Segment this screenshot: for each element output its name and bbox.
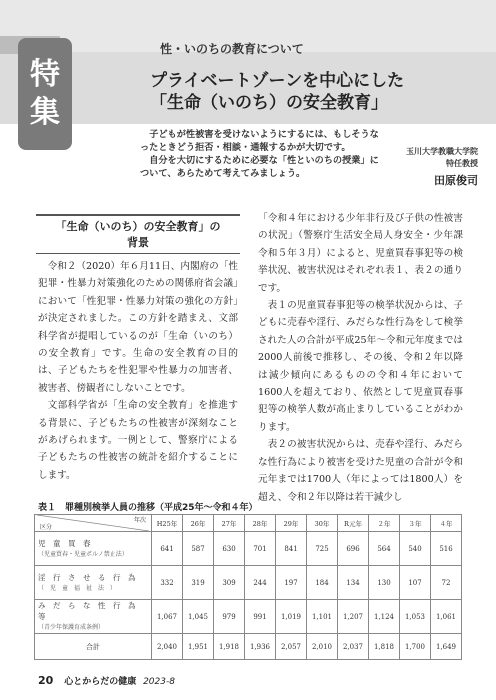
year-header: ３年 (400, 515, 431, 532)
table-row (35, 566, 462, 600)
table-cell: 540 (400, 532, 431, 566)
author-affiliation-2: 特任教授 (446, 159, 478, 168)
issue-number: 2023-8 (143, 677, 175, 687)
body-column-right (258, 210, 473, 506)
table-cell: 701 (245, 532, 276, 566)
badge-char-2: 集 (30, 95, 60, 130)
total-label: 合計 (35, 634, 152, 660)
table-corner-cell (35, 515, 152, 532)
table-cell: 641 (152, 532, 183, 566)
article-title (150, 70, 480, 114)
table-cell: 1,045 (183, 600, 214, 634)
year-header: 26年 (183, 515, 214, 532)
table-cell: 630 (214, 532, 245, 566)
row-label: み だ ら な 性 行 為 等 （青少年保護育成条例） (35, 600, 152, 634)
year-header: 29年 (276, 515, 307, 532)
year-header: 27年 (214, 515, 245, 532)
year-header: ４年 (431, 515, 462, 532)
body-paragraph: 文部科学省が「生命の安全教育」を推進する背景に、子どもたちの性被害が深刻なことがあげられます。一例として、警察庁による子どもたちの性被害の統計を紹介することにします。 (38, 400, 238, 481)
table-row (35, 600, 462, 634)
title-line-1: プライベートゾーンを中心にした (150, 71, 405, 91)
table-cell: 130 (369, 566, 400, 600)
year-header: 28年 (245, 515, 276, 532)
author-box (406, 146, 478, 188)
table-row (35, 532, 462, 566)
table-cell: 1,936 (245, 634, 276, 660)
table-cell: 516 (431, 532, 462, 566)
year-header: R元年 (338, 515, 369, 532)
year-header: H25年 (152, 515, 183, 532)
table-cell: 1,067 (152, 600, 183, 634)
title-line-2: 「生命（いのち）の安全教育」 (150, 93, 388, 113)
table-cell: 841 (276, 532, 307, 566)
table-cell: 72 (431, 566, 462, 600)
year-header: 30年 (307, 515, 338, 532)
table-cell: 2,010 (307, 634, 338, 660)
table-cell: 1,700 (400, 634, 431, 660)
table-cell: 107 (400, 566, 431, 600)
table-cell: 309 (214, 566, 245, 600)
table-cell: 1,649 (431, 634, 462, 660)
corner-diagonal (37, 515, 149, 531)
magazine-name: 心とからだの健康 (64, 677, 137, 687)
table-caption: 表１ 罪種別検挙人員の推移（平成25年～令和４年） (38, 503, 258, 513)
table-cell: 725 (307, 532, 338, 566)
page-number: 20 (38, 674, 54, 687)
table-cell: 979 (214, 600, 245, 634)
table-cell: 2,057 (276, 634, 307, 660)
corner-year-label: 年次 (133, 517, 146, 524)
table-header-row (35, 515, 462, 532)
table-cell: 1,061 (431, 600, 462, 634)
author-name: 田原俊司 (434, 174, 478, 187)
row-label: 淫 行 さ せ る 行 為 （ 児 童 福 祉 法 ） (35, 566, 152, 600)
badge-char-1: 特 (30, 57, 60, 92)
table-cell: 1,951 (183, 634, 214, 660)
section-heading-line-1: 「生命（いのち）の安全教育」の (55, 220, 221, 233)
lead-paragraph-2: 自分を大切にするために必要な「性といのちの授業」について、あらためて考えてみましょう。 (140, 155, 379, 179)
table-cell: 1,101 (307, 600, 338, 634)
row-label: 児 童 買 春 （児童買春・児童ポルノ禁止法） (35, 532, 152, 566)
section-heading (36, 214, 240, 254)
author-affiliation-1: 玉川大学教職大学院 (406, 147, 478, 156)
lead-paragraph-1: 子どもが性被害を受けないようにするには、もしそうなったときどう拒否・相談・通報するかが大切です。 (140, 129, 379, 153)
body-column-left (38, 258, 238, 484)
lead-text (140, 128, 380, 180)
body-paragraph: 「令和４年における少年非行及び子供の性被害の状況」（警察庁生活安全局人身安全・少年課 令和５年３月）によると、児童買春事犯等の検挙状況、被害状況はそれぞれ表１、表２の通りです。 (258, 213, 473, 294)
table-cell: 1,053 (400, 600, 431, 634)
table-cell: 991 (245, 600, 276, 634)
section-heading-line-2: 背景 (127, 236, 149, 249)
table-total-row (35, 634, 462, 660)
corner-category-label: 区分 (40, 524, 53, 531)
table-cell: 184 (307, 566, 338, 600)
table-cell: 244 (245, 566, 276, 600)
table-cell: 1,124 (369, 600, 400, 634)
table-cell: 587 (183, 532, 214, 566)
table-cell: 696 (338, 532, 369, 566)
feature-badge (18, 38, 72, 150)
body-paragraph: 表１の児童買春事犯等の検挙状況からは、子どもに売春や淫行、みだらな性行為をして検挙された人の合計が平成25年～令和元年度までは2000人前後で推移し、その後、令和２年以降は減少傾向にあるものの令和４年において1600人を超えており、依然として児童買春事犯等の検挙人数が高止まりしていることがわかります。 (258, 300, 463, 433)
table-cell: 1,818 (369, 634, 400, 660)
body-paragraph: 表２の被害状況からは、売春や淫行、みだらな性行為により被害を受けた児童の合計が令和元年までは1700人（年によっては1800人）を超え、令和２年以降は若干減少し (258, 439, 463, 503)
table-cell: 2,037 (338, 634, 369, 660)
table-cell: 1,207 (338, 600, 369, 634)
table-cell: 1,019 (276, 600, 307, 634)
table-cell: 2,040 (152, 634, 183, 660)
table-cell: 564 (369, 532, 400, 566)
table-cell: 197 (276, 566, 307, 600)
year-header: ２年 (369, 515, 400, 532)
table-cell: 319 (183, 566, 214, 600)
table-cell: 134 (338, 566, 369, 600)
arrest-statistics-table (34, 514, 462, 660)
table-cell: 332 (152, 566, 183, 600)
body-paragraph: 令和２（2020）年６月11日、内閣府の「性犯罪・性暴力対策強化のための関係府省会議」において「性犯罪・性暴力対策の強化の方針」が決定されました。この方針を踏まえ、文部科学省が提唱しているのが「生命（いのち）の安全教育」です。生命の安全教育の目的は、子どもたちを性犯罪や性暴力の加害者、被害者、傍観者にしないことです。 (38, 261, 238, 394)
section-label: 性・いのちの教育について (160, 42, 304, 56)
table-cell: 1,918 (214, 634, 245, 660)
page-footer (38, 674, 175, 687)
